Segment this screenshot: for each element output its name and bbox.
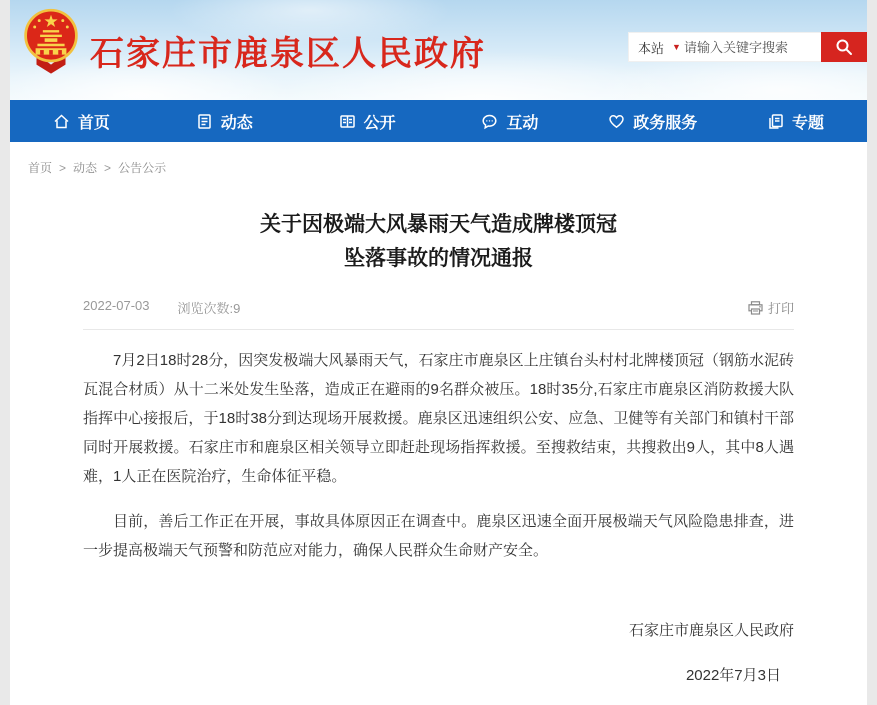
chat-icon [481,113,498,130]
nav-item-news[interactable] [153,100,296,142]
nav-item-label: 政务服务 [633,114,698,132]
book-icon [339,113,356,130]
article [10,208,867,705]
nav-item-home[interactable] [10,100,153,142]
article-title-line1: 关于因极端大风暴雨天气造成牌楼顶冠 [260,213,617,236]
article-meta [83,298,794,330]
breadcrumb-notices[interactable]: 公告公示 [118,161,167,175]
printer-icon [748,301,763,315]
heart-icon [608,113,625,130]
main-nav [10,100,867,142]
nav-item-services[interactable] [581,100,724,142]
print-button[interactable] [748,298,794,317]
national-emblem-logo [22,8,80,79]
national-emblem-icon [22,8,80,74]
site-header [10,0,867,100]
paragraph-1: 7月2日18时28分，因突发极端大风暴雨天气，石家庄市鹿泉区上庄镇台头村村北牌楼顶冠（钢筋水泥砖瓦混合材质）从十二米处发生坠落，造成正在避雨的9名群众被压。18时35分,石家庄市鹿泉区消防救援大队指挥中心接报后，于18时38分到达现场开展救援。鹿泉区迅速组织公安、应急、卫健等有关部门和镇村干部同时开展救援。石家庄市和鹿泉区相关领导立即赶赴现场指挥救援。至搜救结束，共搜救出9人，其中8人遇难，1人正在医院治疗，生命体征平稳。 [83,352,794,485]
signature-org: 石家庄市鹿泉区人民政府 [628,622,794,639]
nav-item-interaction[interactable] [438,100,581,142]
breadcrumb-news[interactable]: 动态 [73,161,98,175]
breadcrumb-home[interactable]: 首页 [28,161,53,175]
nav-item-topics[interactable] [724,100,867,142]
signature-block [83,619,794,685]
article-title [83,208,794,276]
nav-item-label: 专题 [792,114,825,132]
search-box [628,32,821,62]
page [10,0,867,705]
search-input[interactable] [684,40,815,55]
signature-date: 2022年7月3日 [685,667,781,684]
search-scope-label: 本站 [638,40,665,56]
breadcrumb-separator: > [104,160,112,175]
search-bar [628,32,867,62]
pages-icon [767,113,784,130]
nav-item-label: 首页 [77,114,110,132]
breadcrumb [10,142,867,184]
document-icon [196,113,213,130]
print-label: 打印 [767,301,794,316]
article-date: 2022-07-03 [83,298,150,313]
nav-item-label: 动态 [220,114,253,132]
chevron-down-icon: ▼ [672,42,681,52]
nav-item-label: 公开 [363,114,396,132]
site-title: 石家庄市鹿泉区人民政府 [90,35,486,73]
home-icon [53,113,70,130]
search-icon [835,38,853,56]
search-button[interactable] [821,32,867,62]
article-meta-left [83,298,240,317]
nav-item-label: 互动 [506,114,539,132]
article-views: 浏览次数:9 [177,301,241,316]
article-title-line2: 坠落事故的情况通报 [344,247,533,270]
breadcrumb-separator: > [59,160,67,175]
article-body [83,346,794,565]
search-scope-select[interactable] [638,38,684,57]
nav-item-disclosure[interactable] [296,100,439,142]
paragraph-2: 目前，善后工作正在开展，事故具体原因正在调查中。鹿泉区迅速全面开展极端天气风险隐患排查，进一步提高极端天气预警和防范应对能力，确保人民群众生命财产安全。 [83,513,794,559]
